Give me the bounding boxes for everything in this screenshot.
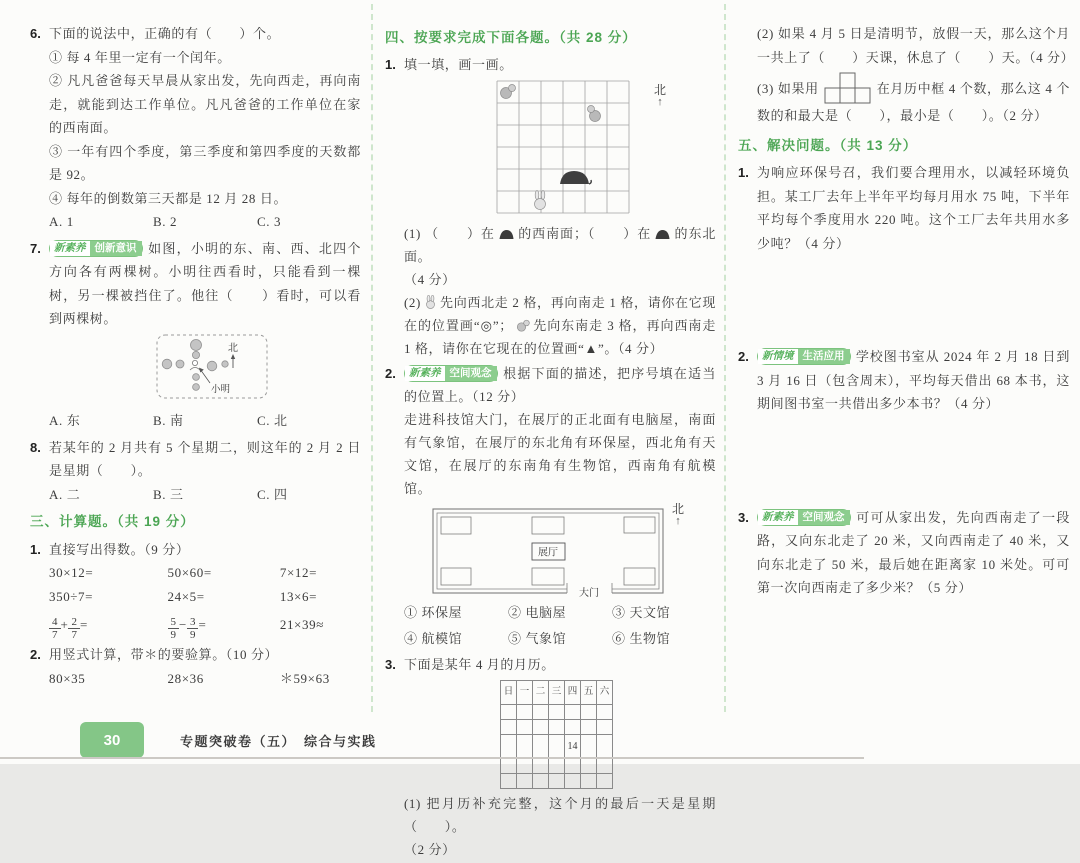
calendar-row: [501, 720, 613, 735]
hedgehog-icon: [560, 171, 591, 184]
calc-expression: 350÷7=: [49, 588, 94, 604]
options-row: [49, 483, 361, 507]
calc-question-2: [30, 643, 361, 690]
weekday-header: 五: [581, 681, 597, 705]
badge-label: 创新意识: [90, 241, 142, 256]
badge-tag: 新素养: [50, 241, 90, 256]
sub-question-2: [404, 291, 716, 360]
tree-dot: [193, 373, 200, 380]
legend-item: ① 环保屋: [404, 605, 463, 620]
problem-text: 为响应环保号召，我们要合理用水，以减轻环境负担。某工厂去年上半年平均每月用水 75 吨，下半年平均每个季度用水 220 吨。这个工厂去年共用水多少吨？（4 分）: [757, 165, 1070, 251]
southwest-room-box: [441, 568, 471, 585]
legend-item: ③ 天文馆: [612, 605, 671, 620]
calc-expression: 24×5=: [167, 588, 205, 604]
problem-text: [757, 345, 1070, 416]
northwest-room-box: [441, 517, 471, 534]
legend-row: [404, 601, 716, 624]
score-note: （4 分）: [404, 272, 456, 287]
hedgehog-icon: [654, 228, 671, 240]
options-row: [49, 210, 361, 234]
question-7: [30, 237, 361, 433]
oral-calc-row: [49, 613, 361, 641]
option-a: A. 1: [49, 214, 74, 229]
calendar-header-row: [501, 681, 613, 705]
option-b: B. 南: [153, 413, 184, 428]
rabbit-icon: [424, 295, 437, 309]
options-row: [49, 409, 361, 433]
option-a: A. 东: [49, 413, 81, 428]
question-8: [30, 436, 361, 507]
badge-tag: 新情境: [758, 349, 798, 364]
weekday-header: 六: [597, 681, 613, 705]
question-stem: [404, 362, 716, 408]
legend-item: ⑥ 生物馆: [612, 631, 671, 646]
north-arrowhead: [231, 354, 235, 359]
column-divider-1: [371, 4, 373, 712]
stem-text: 如图，小明的东、南、西、北四个方向各有两棵树。小明往西看时，只能看到一棵树，另一棵被挡住了。他往（ ）看时，可以看到两棵树。: [49, 240, 361, 326]
question-stem: 用竖式计算，带＊的要验算。（10 分）: [49, 647, 279, 663]
context-badge: [757, 348, 851, 365]
calc-expression: 50×60=: [167, 565, 212, 580]
question-number: 3.: [385, 657, 396, 672]
question-number: 2.: [385, 366, 396, 381]
fraction-expression: [168, 613, 280, 641]
north-arrow-icon: ↑: [675, 515, 681, 527]
legend-item: ② 电脑屋: [508, 605, 567, 620]
tree-dot: [207, 361, 217, 371]
question-stem: 直接写出得数。（9 分）: [49, 541, 190, 557]
north-label: 北: [228, 342, 238, 354]
badge-label: 生活应用: [798, 349, 850, 364]
operator: −: [179, 617, 187, 632]
monkey-icon: [588, 106, 601, 122]
animal-grid-diagram: [496, 80, 708, 218]
question-6: [30, 22, 361, 234]
north-indicator: [654, 84, 666, 108]
calendar-row: [501, 759, 613, 774]
sub-question-1: (1) 把月历补充完整，这个月的最后一天是星期（ ）。: [404, 796, 716, 834]
legend-item: ⑤ 气象馆: [508, 631, 567, 646]
problem-text: [757, 506, 1070, 600]
weekday-header: 三: [549, 681, 565, 705]
north-room-box: [532, 517, 564, 534]
equals-sign: =: [79, 617, 88, 632]
hall-label: 展厅: [538, 547, 558, 559]
sub-question-text: (1) （ ）在: [404, 226, 495, 241]
statement-item: ③ 一年有四个季度，第三季度和第四季度的天数都是 92。: [49, 143, 361, 182]
fraction: $\frac{2}{7}$: [68, 616, 80, 641]
person-body: [190, 367, 200, 370]
tree-dot: [176, 360, 184, 368]
pointer-arrowhead: [199, 367, 204, 372]
sub-question-text: (2) 如果 4 月 5 日是清明节，放假一天，那么这个月一共上了（ ）天课，休息了（ ）天。（4 分）: [757, 26, 1075, 65]
problem-body: 可可从家出发，先向西南走了一段路，又向东北走了 20 米，又向西南走了 40 米，又向东北走了 50 米，最后她在距离家 10 米处。可可第一次向西南走了多少米？（5 分）: [757, 509, 1070, 595]
column-divider-2: [724, 4, 726, 712]
fraction: $\frac{3}{9}$: [187, 616, 199, 641]
tree-dot: [191, 339, 202, 350]
sub-question-2-continued: [738, 22, 1075, 69]
grid-lines: [497, 81, 629, 213]
sub-question-text: (2): [404, 295, 421, 310]
legend-item: ④ 航模馆: [404, 631, 463, 646]
calc-expression: ＊59×63: [279, 670, 330, 686]
gate-label: 大门: [579, 588, 599, 599]
statement-item: ② 凡凡爸爸每天早晨从家出发，先向西走，再向南走，就能到达工作单位。凡凡爸爸的工作单位在家的西南面。: [49, 73, 361, 135]
question-stem: 下面的说法中，正确的有（ ）个。: [49, 26, 281, 41]
calc-expression: 13×6=: [279, 588, 318, 604]
section-3-title: 三、计算题。（共 19 分）: [30, 514, 195, 529]
question-stem: 若某年的 2 月共有 5 个星期二，则这年的 2 月 2 日是星期（ ）。: [49, 439, 361, 478]
section-5-title: 五、解决问题。（共 13 分）: [738, 137, 918, 153]
problem-3: [738, 506, 1070, 600]
calc-expression: 21×39≈: [279, 617, 324, 632]
option-a: A. 二: [49, 486, 81, 502]
option-c: C. 北: [257, 413, 288, 428]
option-c: C. 四: [257, 486, 288, 502]
statement-item: ① 每 4 年里一定有一个闰年。: [49, 49, 231, 65]
oral-calc-row: [49, 561, 361, 585]
problem-2: [738, 345, 1070, 416]
north-label: 北: [672, 502, 685, 516]
statement-item: ④ 每年的倒数第三天都是 12 月 28 日。: [49, 190, 288, 206]
weekday-header: 四: [565, 681, 581, 705]
tetromino-frame-icon: [824, 71, 872, 104]
oral-calc-row: [49, 585, 361, 609]
score-note: （2 分）: [404, 842, 456, 857]
calendar-row: [501, 735, 613, 759]
option-b: B. 三: [153, 486, 184, 502]
question-number: 2.: [30, 647, 41, 663]
equals-sign: =: [198, 617, 207, 632]
trees-diagram: [156, 334, 361, 408]
calc-question-1: [30, 538, 361, 642]
sub-question-text: 在月历中框 4 个数，那么这 4 个数的和最大是（ ），最小是（ ）。（2 分）: [757, 81, 1070, 123]
badge-tag: 新素养: [758, 510, 798, 525]
right-column: [738, 22, 1075, 600]
tree-dot: [193, 383, 200, 390]
question-number: 2.: [738, 349, 749, 364]
tree-dot: [192, 351, 199, 358]
north-arrow-icon: ↑: [657, 96, 663, 108]
weekday-header: 日: [501, 681, 517, 705]
museum-map-diagram: [432, 502, 702, 599]
question-number: 1.: [385, 57, 396, 72]
question-number: 7.: [30, 240, 41, 256]
south-room-box: [532, 568, 564, 585]
section-4-title: 四、按要求完成下面各题。（共 28 分）: [385, 30, 637, 45]
calc-expression: 28×36: [167, 670, 204, 686]
question-number: 1.: [738, 165, 749, 180]
badge-tag: 新素养: [405, 366, 445, 381]
calc-expression: 7×12=: [279, 565, 318, 580]
hedgehog-icon: [498, 228, 515, 240]
stem-text: 根据下面的描述，把序号填在适当的位置上。（12 分）: [404, 366, 716, 404]
weekday-header: 一: [517, 681, 533, 705]
badge-label: 空间观念: [798, 510, 850, 525]
footer-title: 专题突破卷（五） 综合与实践: [180, 734, 377, 749]
sub-question-text: 先向西北走 2 格，再向南走 1 格，请你在它现在的位置画“◎”；: [404, 295, 716, 333]
sub-question-3-continued: [738, 71, 1070, 128]
competency-badge: [49, 240, 143, 257]
option-c: C. 3: [257, 214, 282, 229]
north-label: 北: [654, 83, 667, 97]
operator: +: [60, 617, 69, 632]
question-stem: 填一填，画一画。: [404, 57, 513, 72]
sub-question-text: (3) 如果用: [757, 81, 819, 96]
north-indicator: [672, 503, 684, 527]
left-column: [30, 22, 361, 692]
question-stem: 下面是某年 4 月的月历。: [404, 657, 555, 672]
calc-expression: 80×35: [49, 670, 86, 686]
description-paragraph: 走进科技馆大门，在展厅的正北面有电脑屋，南面有气象馆，在展厅的东北角有环保屋，西北角有天文馆，在展厅的东南角有生物馆，西南角有航模馆。: [404, 412, 716, 496]
person-label: 小明: [211, 384, 231, 395]
competency-badge: [757, 509, 851, 526]
sub-question-1: [404, 222, 716, 268]
competency-badge: [404, 365, 498, 382]
footer-rule: [0, 757, 864, 759]
calendar-row: [501, 705, 613, 720]
tree-dot: [222, 360, 228, 366]
tree-dot: [162, 359, 172, 369]
page-number-badge: 30: [80, 722, 144, 758]
sub-question-text: 的东北面。: [404, 226, 716, 264]
question-number: 3.: [738, 509, 749, 525]
problem-body: 学校图书室从 2024 年 2 月 18 日到 3 月 16 日（包含周末），平均每天借出 68 本书，这期间图书室一共借出多少本书？（4 分）: [757, 349, 1070, 411]
question-stem: [49, 237, 361, 331]
question-number: 8.: [30, 439, 41, 455]
problem-1: [738, 161, 1070, 255]
squirrel-icon: [516, 319, 530, 332]
fraction: $\frac{4}{7}$: [49, 616, 61, 641]
question-number: 6.: [30, 26, 41, 41]
calendar-row: [501, 774, 613, 789]
squirrel-icon: [501, 85, 516, 99]
middle-column: [385, 22, 716, 863]
question-number: 1.: [30, 541, 41, 557]
legend-row: [404, 627, 716, 650]
sub-question-text: 先向东南走 3 格，再向西南走 1 格，请你在它现在的位置画“▲”。（4 分）: [404, 318, 716, 356]
question-4-2: [385, 362, 716, 650]
april-calendar: [500, 680, 716, 789]
northeast-room-box: [624, 517, 655, 533]
vertical-calc-row: [49, 667, 361, 691]
fraction: $\frac{5}{9}$: [168, 616, 180, 641]
rabbit-icon: [535, 191, 546, 210]
weekday-header: 二: [533, 681, 549, 705]
calendar-day-14: 14: [565, 735, 581, 759]
calc-expression: 30×12=: [49, 565, 94, 580]
badge-label: 空间观念: [445, 366, 497, 381]
person-head: [192, 360, 197, 365]
fraction-expression: [49, 613, 168, 641]
southeast-room-box: [624, 568, 655, 585]
option-b: B. 2: [153, 214, 178, 229]
sub-question-text: 的西南面；（ ）在: [517, 226, 652, 241]
question-4-1: [385, 53, 716, 360]
